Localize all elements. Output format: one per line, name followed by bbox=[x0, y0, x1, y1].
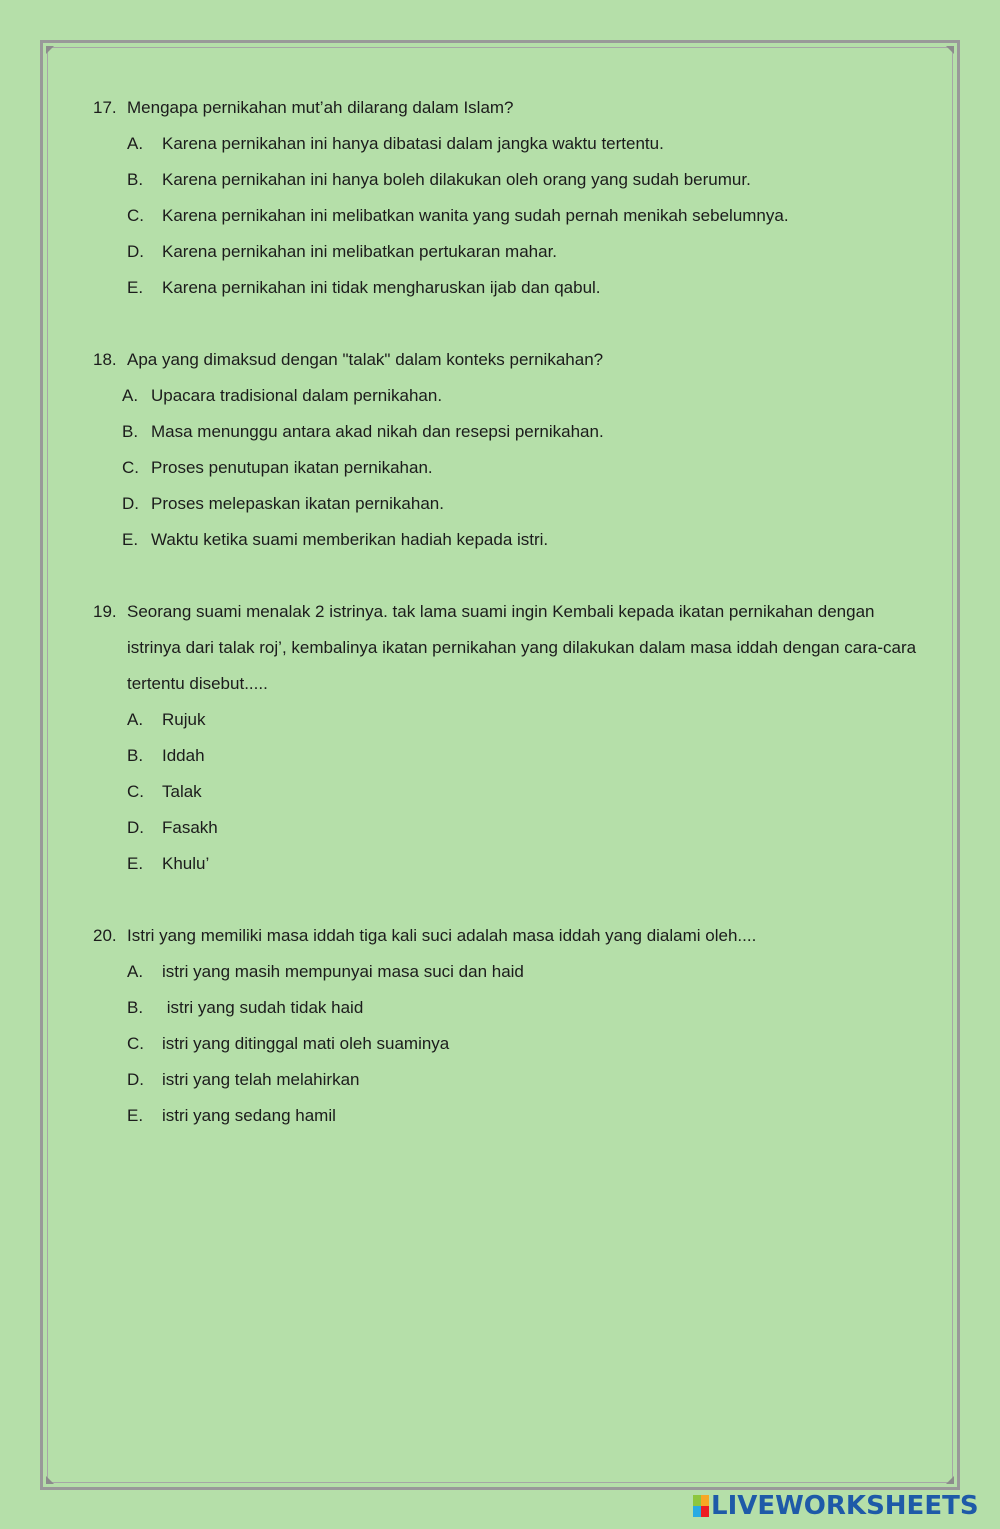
logo-square-red bbox=[701, 1506, 709, 1517]
option-text: Iddah bbox=[162, 746, 205, 765]
option-text: Proses penutupan ikatan pernikahan. bbox=[151, 458, 433, 477]
worksheet-content bbox=[93, 90, 923, 1170]
question-number: 20. bbox=[93, 926, 117, 945]
option-text: Karena pernikahan ini hanya boleh dilakukan oleh orang yang sudah berumur. bbox=[162, 170, 751, 189]
option-letter: D. bbox=[127, 1070, 144, 1089]
answer-option[interactable] bbox=[93, 414, 923, 450]
option-text: istri yang sedang hamil bbox=[162, 1106, 336, 1125]
question-text: Mengapa pernikahan mut’ah dilarang dalam Islam? bbox=[127, 98, 514, 117]
option-letter: E. bbox=[127, 1106, 144, 1125]
answer-option[interactable] bbox=[93, 162, 923, 198]
logo-square-green bbox=[693, 1495, 701, 1506]
logo-square-orange bbox=[701, 1495, 709, 1506]
question-number: 17. bbox=[93, 98, 117, 117]
corner-ornament bbox=[946, 46, 954, 54]
question-text: Seorang suami menalak 2 istrinya. tak lama suami ingin Kembali kepada ikatan pernikahan dengan istrinya dari talak roj’, kembalinya ikatan pernikahan yang dilakukan dalam masa iddah dengan cara-cara tertentu disebut..... bbox=[127, 602, 917, 693]
option-letter: C. bbox=[127, 206, 144, 225]
liveworksheets-logo[interactable] bbox=[693, 1489, 979, 1523]
answer-option[interactable] bbox=[93, 126, 923, 162]
answer-option[interactable] bbox=[93, 450, 923, 486]
option-letter: D. bbox=[127, 818, 144, 837]
answer-option[interactable] bbox=[93, 270, 923, 306]
question-number: 18. bbox=[93, 350, 117, 369]
answer-option[interactable] bbox=[93, 1026, 923, 1062]
option-text: Fasakh bbox=[162, 818, 218, 837]
option-text: Rujuk bbox=[162, 710, 206, 729]
logo-square-blue bbox=[693, 1506, 701, 1517]
option-text: Khulu’ bbox=[162, 854, 210, 873]
option-text: Karena pernikahan ini melibatkan wanita yang sudah pernah menikah sebelumnya. bbox=[162, 206, 789, 225]
option-text: istri yang telah melahirkan bbox=[162, 1070, 360, 1089]
option-text: Karena pernikahan ini hanya dibatasi dalam jangka waktu tertentu. bbox=[162, 134, 664, 153]
question-17 bbox=[93, 90, 923, 306]
answer-option[interactable] bbox=[93, 1098, 923, 1134]
question-19 bbox=[93, 594, 923, 882]
question-number: 19. bbox=[93, 602, 117, 621]
option-text: Talak bbox=[162, 782, 202, 801]
answer-option[interactable] bbox=[93, 198, 923, 234]
answer-option[interactable] bbox=[93, 1062, 923, 1098]
answer-option[interactable] bbox=[93, 378, 923, 414]
answer-option[interactable] bbox=[93, 774, 923, 810]
corner-ornament bbox=[46, 1476, 54, 1484]
answer-option[interactable] bbox=[93, 522, 923, 558]
option-letter: B. bbox=[127, 170, 144, 189]
option-text: istri yang masih mempunyai masa suci dan haid bbox=[162, 962, 524, 981]
option-letter: A. bbox=[127, 962, 144, 981]
option-letter: A. bbox=[127, 710, 144, 729]
answer-option[interactable] bbox=[93, 810, 923, 846]
question-18 bbox=[93, 342, 923, 558]
answer-option[interactable] bbox=[93, 738, 923, 774]
answer-option[interactable] bbox=[93, 954, 923, 990]
answer-option[interactable] bbox=[93, 234, 923, 270]
option-letter: B. bbox=[127, 998, 144, 1017]
liveworksheets-logo-icon bbox=[693, 1495, 709, 1517]
option-letter: B. bbox=[122, 422, 139, 441]
option-letter: C. bbox=[127, 782, 144, 801]
option-text: Masa menunggu antara akad nikah dan resepsi pernikahan. bbox=[151, 422, 604, 441]
option-letter: D. bbox=[127, 242, 144, 261]
answer-option[interactable] bbox=[93, 486, 923, 522]
option-letter: E. bbox=[127, 278, 144, 297]
question-text: Apa yang dimaksud dengan "talak" dalam konteks pernikahan? bbox=[127, 350, 604, 369]
answer-option[interactable] bbox=[93, 990, 923, 1026]
option-letter: E. bbox=[127, 854, 144, 873]
answer-option[interactable] bbox=[93, 846, 923, 882]
option-text: Karena pernikahan ini tidak mengharuskan ijab dan qabul. bbox=[162, 278, 601, 297]
question-text: Istri yang memiliki masa iddah tiga kali suci adalah masa iddah yang dialami oleh.... bbox=[127, 926, 757, 945]
option-letter: E. bbox=[122, 530, 139, 549]
option-letter: B. bbox=[127, 746, 144, 765]
option-letter: D. bbox=[122, 494, 139, 513]
option-letter: C. bbox=[127, 1034, 144, 1053]
option-text: istri yang sudah tidak haid bbox=[162, 998, 364, 1017]
answer-option[interactable] bbox=[93, 702, 923, 738]
option-text: Waktu ketika suami memberikan hadiah kepada istri. bbox=[151, 530, 549, 549]
option-text: istri yang ditinggal mati oleh suaminya bbox=[162, 1034, 450, 1053]
logo-text: LIVEWORKSHEETS bbox=[711, 1491, 979, 1521]
option-letter: C. bbox=[122, 458, 139, 477]
corner-ornament bbox=[46, 46, 54, 54]
option-text: Karena pernikahan ini melibatkan pertukaran mahar. bbox=[162, 242, 558, 261]
option-text: Upacara tradisional dalam pernikahan. bbox=[151, 386, 443, 405]
corner-ornament bbox=[946, 1476, 954, 1484]
option-letter: A. bbox=[127, 134, 144, 153]
question-20 bbox=[93, 918, 923, 1134]
option-letter: A. bbox=[122, 386, 139, 405]
option-text: Proses melepaskan ikatan pernikahan. bbox=[151, 494, 444, 513]
